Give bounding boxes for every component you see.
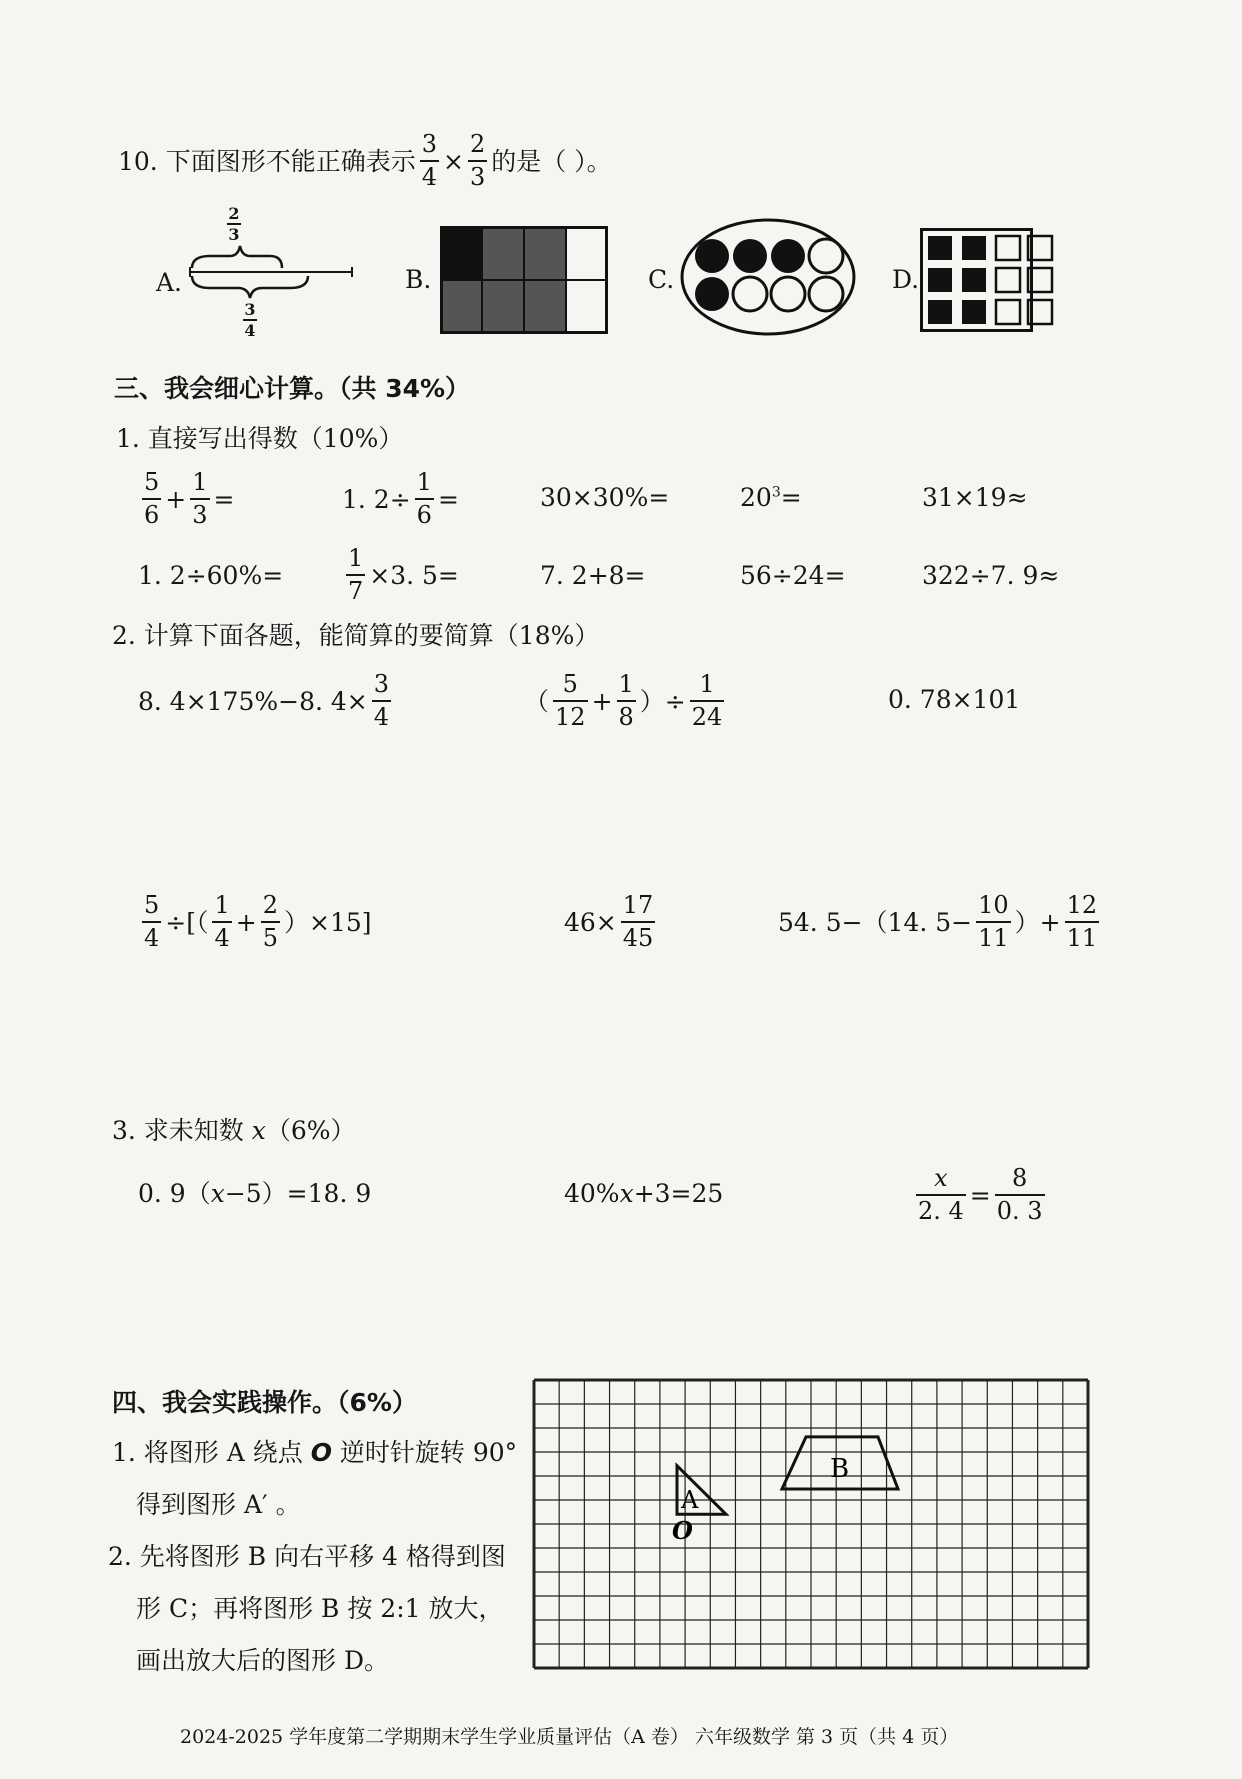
oral-item-7: $\frac{1}{7}$ ×3. 5=	[348, 544, 459, 606]
q10-option-a-bottom-fraction: 3 4	[244, 300, 256, 340]
equation-3: $\frac{x}{2. 4}$ = $\frac{8}{0. 3}$	[918, 1164, 1043, 1226]
part-2-title: 2. 计算下面各题，能简算的要简算（18%）	[112, 621, 600, 650]
page-footer: 2024-2025 学年度第二学期期末学生学业质量评估（A 卷） 六年级数学 第 3 页（共 4 页）	[180, 1726, 959, 1748]
q10-option-a-top-fraction: 2 3	[228, 204, 240, 244]
grid-lines	[534, 1380, 1088, 1668]
q10-option-a-line-diagram	[186, 240, 356, 310]
q10-option-c-circles	[680, 218, 856, 336]
q10-stem	[118, 132, 612, 190]
q10-option-b-rectangle	[440, 226, 608, 334]
q10-times: ×	[443, 146, 464, 176]
calc-item-3: 0. 78×101	[888, 685, 1021, 714]
q10-stem-post: 的是（ ）。	[491, 146, 612, 176]
q10-option-d-label: D.	[892, 265, 920, 294]
calc-item-4: $\frac{5}{4}$ ÷[（ $\frac{1}{4}$ + $\frac{2}{5}$ ）×15]	[144, 891, 372, 953]
calc-item-6: 54. 5−（14. 5− $\frac{10}{11}$ ）+ $\frac{12}{11}$	[778, 891, 1098, 953]
oral-item-3: 30×30%=	[540, 483, 670, 512]
oral-item-10: 322÷7. 9≈	[922, 561, 1060, 590]
calc-item-5: 46× $\frac{17}{45}$	[564, 891, 654, 953]
calc-item-1: 8. 4×175%−8. 4× $\frac{3}{4}$	[138, 670, 390, 732]
q10-option-d-squares	[920, 228, 1060, 332]
calc-item-2: （ $\frac{5}{12}$ + $\frac{1}{8}$ ）÷ $\frac{1}{24}$	[524, 670, 723, 732]
part-3-title: 3. 求未知数 x（6%）	[112, 1116, 356, 1145]
oral-item-2: 1. 2÷ $\frac{1}{6}$ =	[342, 468, 459, 530]
instruction-2-line-1: 2. 先将图形 B 向右平移 4 格得到图	[108, 1542, 506, 1571]
shape-a-label: A	[681, 1486, 699, 1514]
q10-stem-pre: 10. 下面图形不能正确表示	[118, 146, 416, 176]
equation-1: 0. 9（x−5）=18. 9	[138, 1179, 372, 1208]
square-grid[interactable]	[532, 1379, 1092, 1670]
oral-item-9: 56÷24=	[740, 561, 846, 590]
instruction-1-line-2: 得到图形 A′ 。	[136, 1490, 301, 1519]
point-o-label: O	[672, 1516, 693, 1545]
section-3-title: 三、我会细心计算。（共 34%）	[114, 374, 471, 403]
oral-item-5: 31×19≈	[922, 483, 1028, 512]
shape-b-label: B	[830, 1454, 850, 1484]
oral-item-1: $\frac{5}{6}$ + $\frac{1}{3}$ =	[144, 468, 235, 530]
part-1-title: 1. 直接写出得数（10%）	[116, 424, 404, 453]
oral-item-6: 1. 2÷60%=	[138, 561, 284, 590]
oral-item-4: $20^3=$	[740, 483, 802, 512]
oral-item-8: 7. 2+8=	[540, 561, 646, 590]
q10-fraction-1: $\frac{3}{4}$	[421, 130, 437, 192]
q10-option-b-label: B.	[405, 265, 432, 294]
instruction-2-line-2: 形 C；再将图形 B 按 2:1 放大，	[136, 1594, 504, 1623]
q10-fraction-2: $\frac{2}{3}$	[469, 130, 486, 192]
q10-option-a-label: A.	[156, 268, 183, 297]
equation-2: 40%x+3=25	[564, 1179, 724, 1208]
q10-option-c-label: C.	[648, 265, 675, 294]
instruction-2-line-3: 画出放大后的图形 D。	[136, 1646, 389, 1675]
section-4-title: 四、我会实践操作。（6%）	[112, 1388, 417, 1417]
instruction-1-line-1: 1. 将图形 A 绕点 O 逆时针旋转 90°	[112, 1438, 518, 1467]
